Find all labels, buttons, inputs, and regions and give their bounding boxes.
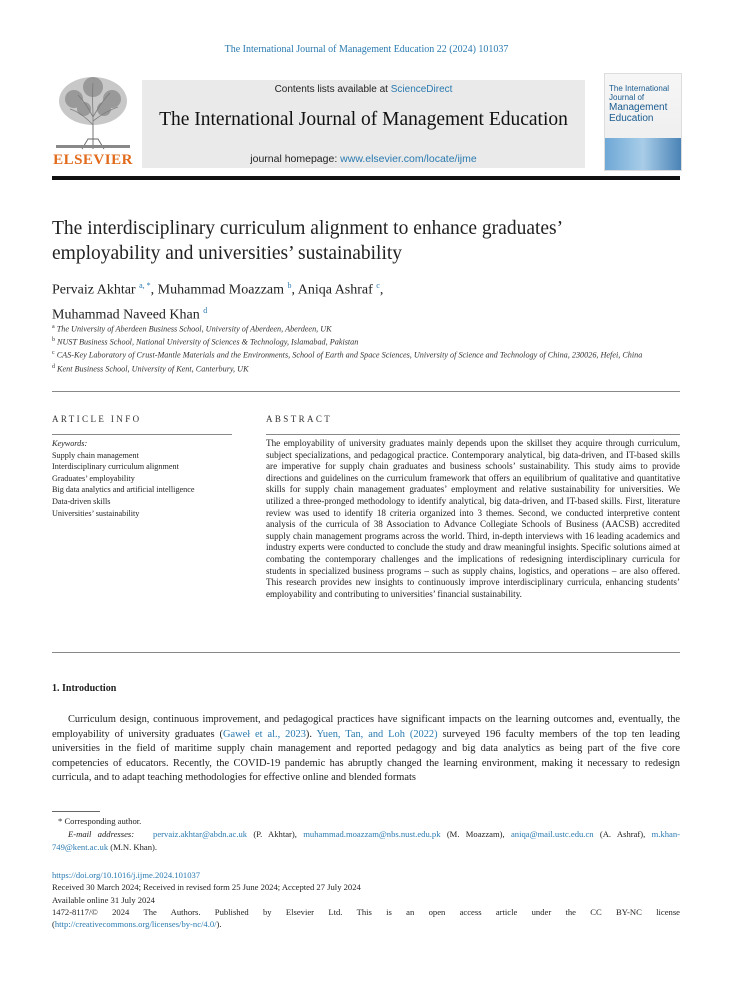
cover-title-line: Education — [609, 113, 654, 124]
publication-info — [52, 869, 680, 930]
affiliation-list — [52, 322, 652, 375]
article-info-divider — [52, 434, 232, 435]
affiliation-text: Kent Business School, University of Kent, Canterbury, UK — [57, 364, 249, 374]
affiliation-text: NUST Business School, National University of Sciences & Technology, Islamabad, Pakistan — [57, 337, 359, 347]
article-title: The interdisciplinary curriculum alignment to enhance graduates’ employability and universities’ sustainability — [52, 218, 562, 264]
keyword-item: Supply chain management — [52, 450, 139, 460]
homepage-prefix: journal homepage: — [250, 153, 341, 165]
cover-title-line: The International — [609, 84, 670, 93]
footnote-block — [52, 815, 680, 854]
cover-title-line: Management — [609, 102, 668, 113]
author-affiliation-marker[interactable]: d — [203, 305, 208, 315]
paren: ). — [216, 919, 222, 930]
author-separator: , — [379, 282, 384, 298]
keyword-item: Interdisciplinary curriculum alignment — [52, 462, 179, 472]
sciencedirect-link[interactable]: ScienceDirect — [390, 84, 453, 95]
abstract-divider — [266, 434, 680, 435]
affiliation-text: CAS-Key Laboratory of Crust-Mantle Materials and the Environments, School of Earth and Space Sciences, University of Science and Technology of China, 230026, Hefei, China — [56, 351, 643, 361]
introduction-paragraph — [52, 713, 680, 786]
affiliation-item — [52, 322, 652, 335]
email-owner: (P. Akhtar), — [247, 829, 304, 839]
journal-masthead — [52, 73, 680, 173]
license-link-line — [52, 918, 680, 930]
cover-title — [609, 84, 675, 124]
keyword-item: Graduates’ employability — [52, 473, 135, 483]
introduction-heading: 1. Introduction — [52, 683, 117, 694]
footnote-divider — [52, 811, 100, 812]
journal-banner — [142, 80, 585, 168]
paragraph-text: Curriculum design, continuous improvement, and pedagogical practices have significant impacts on the learning outcomes and, eventually, the employability of university graduates ( — [52, 714, 680, 740]
journal-homepage-link[interactable]: www.elsevier.com/locate/ijme — [340, 153, 477, 165]
email-link[interactable]: aniqa@mail.ustc.edu.cn — [510, 829, 594, 839]
journal-citation[interactable]: The International Journal of Management Education 22 (2024) 101037 — [224, 44, 509, 55]
license-statement: 1472-8117/© 2024 The Authors. Published by Elsevier Ltd. This is an open access article under the CC BY-NC license — [52, 906, 680, 917]
affiliation-item — [52, 335, 652, 348]
paren: ( — [52, 919, 55, 930]
corresponding-author-note: * Corresponding author. — [58, 816, 142, 826]
elsevier-tree-icon — [52, 73, 134, 151]
section-divider — [52, 652, 680, 653]
email-link[interactable]: m.khan-749@kent.ac.uk — [52, 829, 680, 852]
citation-link[interactable]: Gaweł et al., 2023 — [222, 728, 306, 740]
author-list — [52, 276, 672, 325]
header-divider — [52, 176, 680, 180]
contents-prefix: Contents lists available at — [274, 84, 391, 95]
journal-cover-thumbnail[interactable] — [604, 73, 682, 171]
affiliation-marker: d — [52, 363, 55, 370]
keywords-block — [52, 438, 242, 519]
abstract-text: The employability of university graduates mainly depends upon the skillset they acquire through curriculum, subject specializations, and pedagogical practice. Contemporary analytical, big data-driven, and IT-based skills are imperative for supply chain graduates and business schools’ sustainability. This study aims to provide directions and guidelines on the curriculum framework that offers an equilibrium of qualitative and quantitative skills for supply chain management graduates’ employment and relative sustainability for universities. We utilized a three-pronged methodology to identify analytical, big data-driven, and IT-based skills. First, literature review was used to identify 18 criteria organized into 3 themes. Second, we conducted interpretive content analysis of the curricula of 38 Association to Advance Collegiate Schools of Business (AACSB) accredited supply chain management programs across the world. Third, in-depth interviews with 16 leading academics and industry experts were conducted to conclude the study and draw meaningful insights. Specific solutions aimed at combating the contemporary challenges and the implications of redesigning interdisciplinary curricula for students in specialized business programs – such as supply chains, logistics, and operations – are also offered. This research provides new insights to continuously improve interdisciplinary curricula, enhancing students’ employability and contributing to universities’ financial sustainability. — [266, 438, 680, 599]
paragraph-text: ). — [305, 728, 317, 740]
affiliation-item — [52, 348, 652, 361]
email-link[interactable]: pervaiz.akhtar@abdn.ac.uk — [153, 829, 248, 839]
email-link[interactable]: muhammad.moazzam@nbs.nust.edu.pk — [303, 829, 441, 839]
elsevier-logo[interactable] — [52, 73, 134, 169]
email-addresses — [52, 828, 680, 854]
doi-link[interactable]: https://doi.org/10.1016/j.ijme.2024.101037 — [52, 870, 201, 880]
author-name[interactable]: Muhammad Moazzam — [157, 282, 285, 298]
cover-image-stripe — [605, 138, 681, 170]
affiliation-text: The University of Aberdeen Business School, University of Aberdeen, Aberdeen, UK — [56, 324, 332, 334]
keyword-item: Data-driven skills — [52, 496, 111, 506]
author-affiliation-marker[interactable]: c — [376, 281, 380, 290]
contents-list-line — [142, 84, 585, 95]
journal-homepage-line — [142, 153, 585, 165]
cover-title-line: Journal of — [609, 93, 645, 102]
affiliation-marker: c — [52, 350, 55, 357]
affiliation-marker: a — [52, 324, 55, 330]
author-name[interactable]: Pervaiz Akhtar — [52, 282, 136, 298]
author-affiliation-marker[interactable]: a, * — [139, 281, 151, 290]
journal-title: The International Journal of Management Education — [159, 109, 568, 130]
email-label: E-mail addresses: — [68, 829, 135, 839]
author-name[interactable]: Aniqa Ashraf — [297, 282, 373, 298]
author-separator: , — [291, 282, 298, 298]
abstract-heading: ABSTRACT — [266, 414, 333, 424]
online-date: Available online 31 July 2024 — [52, 894, 155, 905]
author-name[interactable]: Muhammad Naveed Khan — [52, 307, 200, 323]
author-separator: , — [150, 282, 158, 298]
email-owner: (A. Ashraf), — [593, 829, 652, 839]
affiliation-item — [52, 362, 652, 375]
license-link[interactable]: http://creativecommons.org/licenses/by-nc/4.0/ — [54, 919, 217, 930]
section-divider — [52, 391, 680, 392]
keywords-label: Keywords: — [52, 439, 88, 448]
author-affiliation-marker[interactable]: b — [287, 281, 292, 290]
keyword-item: Universities’ sustainability — [52, 508, 140, 518]
keyword-item: Big data analytics and artificial intelligence — [52, 485, 195, 495]
email-owner: (M.N. Khan). — [108, 842, 158, 852]
email-owner: (M. Moazzam), — [440, 829, 511, 839]
elsevier-wordmark: ELSEVIER — [53, 152, 133, 168]
citation-link[interactable]: Yuen, Tan, and Loh (2022) — [316, 728, 438, 740]
paragraph-text: surveyed 196 faculty members of the top ten leading universities in the field of maritime supply chain management and reported pedagogy and big data analytics as being part of the five core competencies of educators. Recently, the COVID-19 pandemic has abruptly changed the learning environment, making it necessary to redesign curricula, and to adapt teaching methodologies for effective online and blended formats — [52, 728, 680, 784]
received-dates: Received 30 March 2024; Received in revised form 25 June 2024; Accepted 27 July 2024 — [52, 882, 361, 893]
article-info-heading: ARTICLE INFO — [52, 414, 142, 424]
affiliation-marker: b — [52, 337, 55, 344]
